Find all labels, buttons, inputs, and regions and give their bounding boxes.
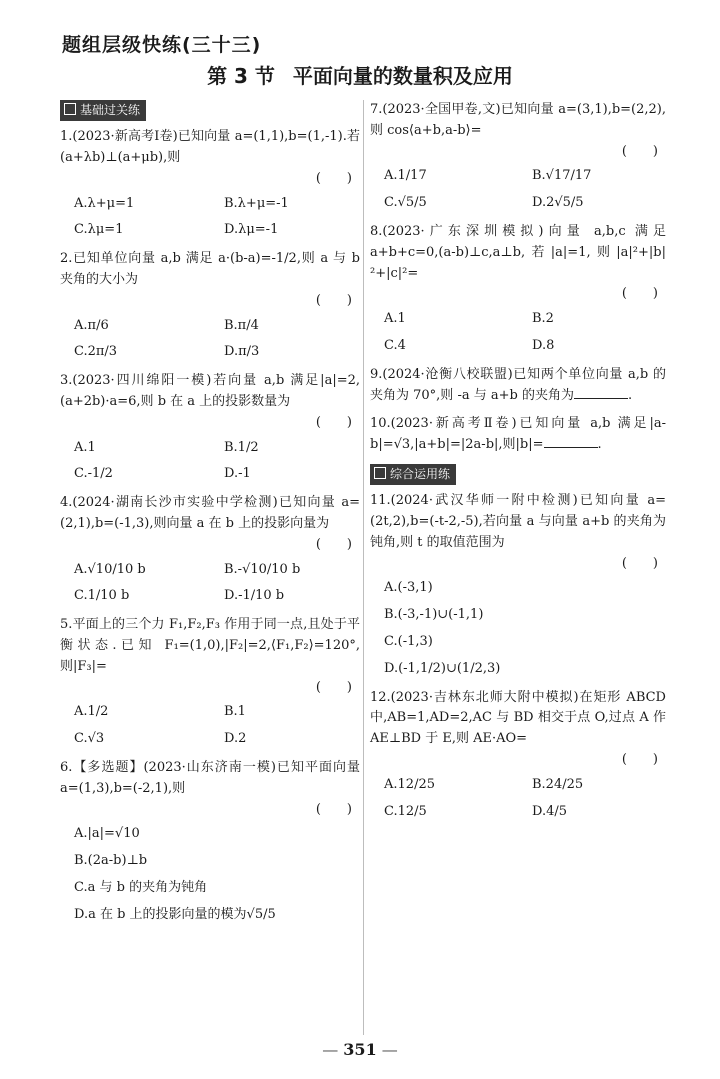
question-stem: 8.(2023·广东深圳模拟)向量 a,b,c 满足 a+b+c=0,(a-b)⊥c,a⊥b,若|a|=1,则|a|²+|b|²+|c|²= [370,223,666,281]
option: B.2 [532,311,554,327]
answer-parentheses: ( ) [621,751,658,767]
question-item [60,127,360,241]
question-stem: 6.【多选题】(2023·山东济南一模)已知平面向量 a=(1,3),b=(-2,1),则 [60,759,360,796]
option: B.24/25 [532,776,584,792]
option-list [370,775,666,823]
question-item [60,249,360,363]
option: A.1/17 [384,168,427,184]
option: D.(-1,1/2)∪(1/2,3) [384,660,501,676]
option: B.π/4 [224,317,259,333]
option: C.a 与 b 的夹角为钝角 [74,879,208,895]
question-stem: 1.(2023·新高考Ⅰ卷)已知向量 a=(1,1),b=(1,-1).若(a+λb)⊥(a+μb),则 [60,129,360,165]
column-divider [363,100,364,1035]
option: B.√17/17 [532,168,592,184]
section-tag-basic: 基础过关练 [60,100,146,121]
question-item [370,100,666,214]
question-stem: 9.(2024·沧衡八校联盟)已知两个单位向量 a,b 的夹角为 70°,则 -a 与 a+b 的夹角为 . [370,366,666,403]
option-list [60,194,360,242]
book-icon [64,103,76,115]
option: D.-1 [224,466,251,482]
question-item [370,365,666,407]
option: D.2 [224,731,247,747]
section-number: 第 3 节 [207,64,275,88]
question-stem: 12.(2023·吉林东北师大附中模拟)在矩形 ABCD 中,AB=1,AD=2,AC 与 BD 相交于点 O,过点 A 作 AE⊥BD 于 E,则 AE·AO= [370,689,666,747]
option: A.λ+μ=1 [74,195,135,211]
option-list [60,824,360,925]
question-item [60,493,360,607]
option-list [60,702,360,750]
book-icon [374,467,386,479]
option: C.4 [384,337,406,353]
answer-parentheses: ( ) [315,414,352,430]
answer-parentheses: ( ) [621,143,658,159]
option: A.|a|=√10 [74,826,140,842]
option: A.1 [74,439,96,455]
option: A.1 [384,311,406,327]
question-stem: 10.(2023·新高考Ⅱ卷)已知向量 a,b 满足|a-b|=√3,|a+b|=|2a-b|,则|b|= . [370,416,666,453]
option-list [60,438,360,486]
option: D.8 [532,337,555,353]
question-list-left [60,127,360,925]
question-stem: 11.(2024·武汉华师一附中检测)已知向量 a=(2t,2),b=(-t-2,-5),若向量 a 与向量 a+b 的夹角为钝角,则 t 的取值范围为 [370,493,666,550]
option: C.√3 [74,731,105,747]
option-list [370,578,666,679]
option: B.-√10/10 b [224,561,301,577]
page-footer: — 351 — [322,1040,398,1059]
option: D.4/5 [532,803,568,819]
option: A.(-3,1) [384,580,433,596]
question-item [60,758,360,926]
option: A.√10/10 b [74,561,146,577]
question-stem: 3.(2023·四川绵阳一模)若向量 a,b 满足|a|=2,(a+2b)·a=6,则 b 在 a 上的投影数量为 [60,373,360,409]
option-list [60,560,360,608]
option: C.12/5 [384,803,427,819]
section-title [0,60,720,89]
option: A.π/6 [74,317,109,333]
page-number: 351 [343,1040,377,1059]
option: B.(2a-b)⊥b [74,853,148,869]
question-item [370,491,666,679]
option: C.√5/5 [384,195,427,211]
option: D.2√5/5 [532,195,584,211]
answer-blank [544,435,598,448]
option: C.1/10 b [74,588,130,604]
answer-parentheses: ( ) [315,170,352,186]
option-list [370,309,666,357]
option: C.-1/2 [74,466,113,482]
question-list-right-2 [370,491,666,822]
option: B.1 [224,704,246,720]
question-item [60,371,360,485]
option: A.12/25 [384,776,435,792]
question-stem: 2.已知单位向量 a,b 满足 a·(b-a)=-1/2,则 a 与 b 夹角的大小为 [60,251,360,287]
option: C.(-1,3) [384,633,433,649]
option-list [370,166,666,214]
option: B.(-3,-1)∪(-1,1) [384,607,484,623]
question-stem: 7.(2023·全国甲卷,文)已知向量 a=(3,1),b=(2,2),则 cos⟨a+b,a-b⟩= [370,102,666,138]
question-item [370,414,666,456]
option: D.λμ=-1 [224,222,279,238]
right-column [370,100,666,830]
answer-parentheses: ( ) [621,286,658,302]
question-item [370,222,666,357]
option: C.λμ=1 [74,222,124,238]
answer-parentheses: ( ) [315,536,352,552]
option: A.1/2 [74,704,109,720]
left-column [60,100,360,933]
group-title: 题组层级快练(三十三) [62,34,262,56]
option: D.a 在 b 上的投影向量的模为√5/5 [74,906,276,922]
question-item [370,688,666,823]
answer-parentheses: ( ) [621,555,658,571]
option: D.-1/10 b [224,588,285,604]
section-tag-comprehensive: 综合运用练 [370,464,456,485]
option: B.1/2 [224,439,259,455]
option: C.2π/3 [74,344,118,360]
option-list [60,316,360,364]
option: B.λ+μ=-1 [224,195,289,211]
question-item [60,615,360,750]
answer-parentheses: ( ) [315,679,352,695]
question-list-right [370,100,666,456]
question-stem: 5.平面上的三个力 F₁,F₂,F₃ 作用于同一点,且处于平衡状态.已知 F₁=(1,0),|F₂|=2,⟨F₁,F₂⟩=120°,则|F₃|= [60,617,360,674]
answer-parentheses: ( ) [315,292,352,308]
option: D.π/3 [224,344,260,360]
answer-parentheses: ( ) [315,801,352,817]
answer-blank [574,386,628,399]
question-stem: 4.(2024·湖南长沙市实验中学检测)已知向量 a=(2,1),b=(-1,3),则向量 a 在 b 上的投影向量为 [60,495,360,531]
section-name: 平面向量的数量积及应用 [292,64,513,88]
